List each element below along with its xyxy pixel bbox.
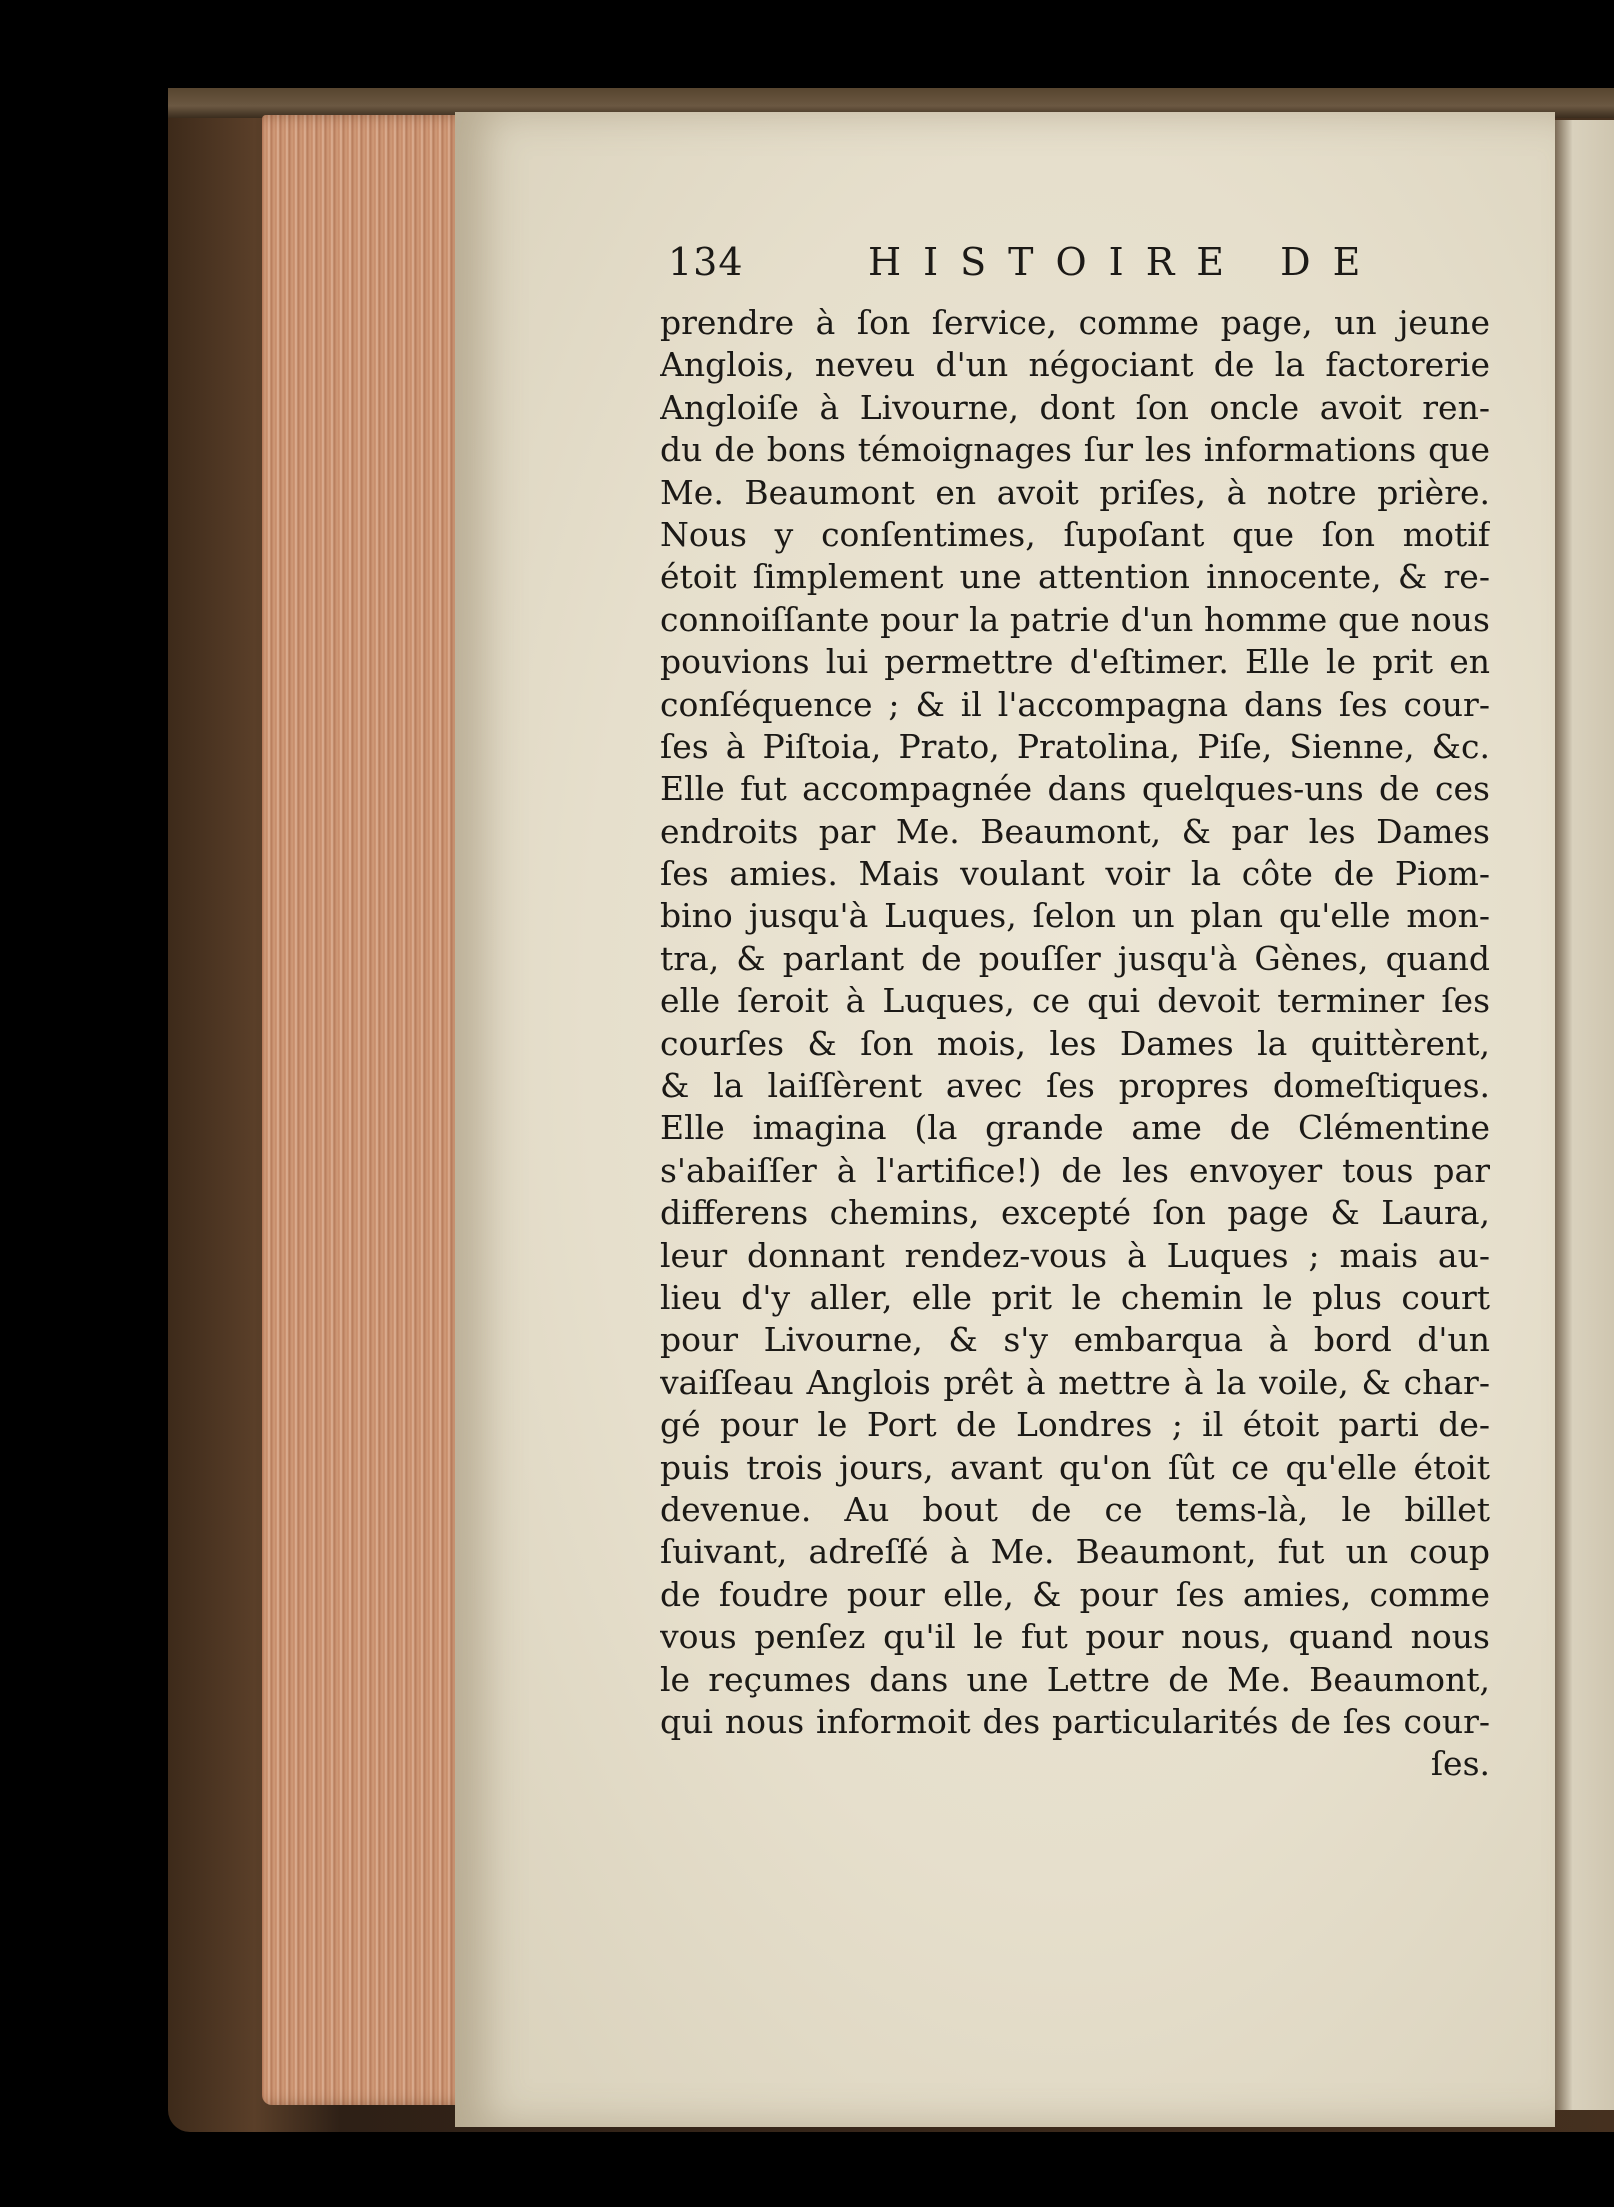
- text-line: lieu d'y aller, elle prit le chemin le plus court: [660, 1277, 1490, 1317]
- text-line: ſes.: [1430, 1744, 1490, 1784]
- text-line: bino jusqu'à Luques, ſelon un plan qu'elle mon-: [660, 896, 1490, 936]
- text-line: s'abaiſſer à l'artifice!) de les envoyer tous par: [660, 1150, 1490, 1190]
- text-line: courſes & ſon mois, les Dames la quittèrent,: [660, 1023, 1490, 1063]
- text-line: de foudre pour elle, & pour ſes amies, comme: [660, 1574, 1490, 1614]
- text-line: tra, & parlant de pouſſer jusqu'à Gènes, quand: [660, 938, 1490, 978]
- text-line: differens chemins, excepté ſon page & Laura,: [660, 1193, 1490, 1233]
- text-line: & la laiſſèrent avec ſes propres domeſtiques.: [660, 1066, 1490, 1106]
- text-line: leur donnant rendez-vous à Luques ; mais au-: [660, 1235, 1490, 1275]
- text-line: qui nous informoit des particularités de ſes cour-: [660, 1701, 1490, 1741]
- text-line: ſuivant, adreſſé à Me. Beaumont, fut un coup: [660, 1532, 1490, 1572]
- text-line: Me. Beaumont en avoit priſes, à notre prière.: [660, 472, 1490, 512]
- text-line: endroits par Me. Beaumont, & par les Dames: [660, 811, 1490, 851]
- text-line: étoit ſimplement une attention innocente, & re-: [660, 557, 1490, 597]
- text-line: ſes à Piſtoia, Prato, Pratolina, Piſe, Sienne, &c.: [660, 726, 1490, 766]
- body-text: [660, 302, 1490, 1786]
- page-number: 134: [668, 240, 744, 284]
- running-head: HISTOIRE DE: [868, 240, 1383, 284]
- text-line: connoiſſante pour la patrie d'un homme que nous: [660, 599, 1490, 639]
- text-line: conſéquence ; & il l'accompagna dans ſes cour-: [660, 684, 1490, 724]
- text-line: puis trois jours, avant qu'on ſût ce qu'elle étoit: [660, 1447, 1490, 1487]
- text-line: prendre à ſon ſervice, comme page, un jeune: [660, 303, 1490, 342]
- text-line: Nous y conſentimes, ſupoſant que ſon motif: [660, 514, 1490, 554]
- text-line: Anglois, neveu d'un négociant de la factorerie: [660, 345, 1490, 385]
- text-line: devenue. Au bout de ce tems-là, le billet: [660, 1489, 1490, 1529]
- page-edges: [262, 115, 472, 2105]
- text-line: le reçumes dans une Lettre de Me. Beaumont,: [660, 1659, 1490, 1699]
- text-line: Elle imagina (la grande ame de Clémentine: [660, 1108, 1490, 1148]
- facing-page-edge: [1555, 120, 1614, 2110]
- text-line: du de bons témoignages ſur les informations que: [660, 430, 1490, 470]
- text-line: gé pour le Port de Londres ; il étoit parti de-: [660, 1405, 1490, 1445]
- text-line: pour Livourne, & s'y embarqua à bord d'un: [660, 1320, 1490, 1360]
- text-line: pouvions lui permettre d'eſtimer. Elle le prit en: [660, 642, 1490, 682]
- text-line: vaiſſeau Anglois prêt à mettre à la voile, & char-: [660, 1362, 1490, 1402]
- page-header: [668, 240, 1388, 300]
- text-line: Elle fut accompagnée dans quelques-uns de ces: [660, 769, 1490, 809]
- text-line: elle ſeroit à Luques, ce qui devoit terminer ſes: [660, 981, 1490, 1021]
- text-line: ſes amies. Mais voulant voir la côte de Piom-: [660, 854, 1490, 894]
- text-line: vous penſez qu'il le fut pour nous, quand nous: [660, 1617, 1490, 1657]
- text-line: Angloiſe à Livourne, dont ſon oncle avoit ren-: [660, 387, 1490, 427]
